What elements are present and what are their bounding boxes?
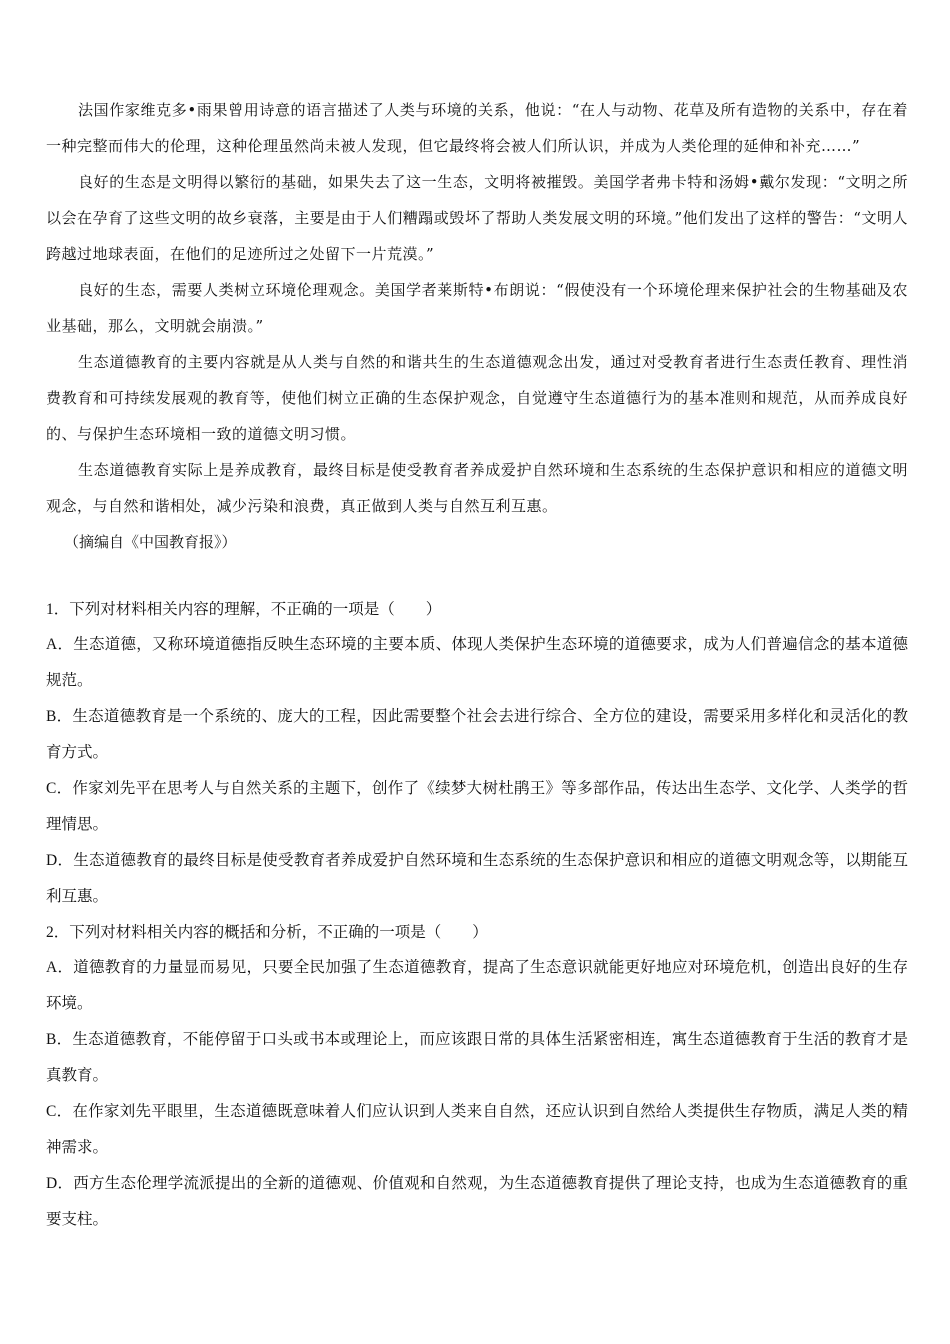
passage-paragraph: 良好的生态是文明得以繁衍的基础，如果失去了这一生态，文明将被摧毁。美国学者弗卡特和汤姆•戴尔发现：“文明之所以会在孕育了这些文明的故乡衰落，主要是由于人们糟蹋或毁坏了帮助人类发展文明的环境。”他们发出了这样的警告：“文明人跨越过地球表面，在他们的足迹所过之处留下一片荒漠。” [46, 173, 908, 263]
passage-paragraph: 生态道德教育的主要内容就是从人类与自然的和谐共生的生态道德观念出发，通过对受教育者进行生态责任教育、理性消费教育和可持续发展观的教育等，使他们树立正确的生态保护观念，自觉遵守生态道德行为的基本准则和规范，从而养成良好的、与保护生态环境相一致的道德文明习惯。 [46, 353, 908, 443]
reading-passage [46, 92, 908, 560]
option-a: A．生态道德，又称环境道德指反映生态环境的主要本质、体现人类保护生态环境的道德要求，成为人们普遍信念的基本道德规范。 [46, 636, 908, 689]
option-c: C．作家刘先平在思考人与自然关系的主题下，创作了《续梦大树杜鹃王》等多部作品，传达出生态学、文化学、人类学的哲理情思。 [46, 780, 908, 833]
passage-paragraph: 良好的生态，需要人类树立环境伦理观念。美国学者莱斯特•布朗说：“假使没有一个环境伦理来保护社会的生物基础及农业基础，那么，文明就会崩溃。” [46, 281, 908, 335]
passage-paragraph: 生态道德教育实际上是养成教育，最终目标是使受教育者养成爱护自然环境和生态系统的生态保护意识和相应的道德文明观念，与自然和谐相处，减少污染和浪费，真正做到人类与自然互利互惠。 [46, 461, 908, 515]
option-d: D．西方生态伦理学流派提出的全新的道德观、价值观和自然观，为生态道德教育提供了理论支持，也成为生态道德教育的重要支柱。 [46, 1175, 908, 1228]
option-b: B．生态道德教育是一个系统的、庞大的工程，因此需要整个社会去进行综合、全方位的建设，需要采用多样化和灵活化的教育方式。 [46, 708, 908, 761]
question-1 [46, 592, 908, 915]
option-c: C．在作家刘先平眼里，生态道德既意味着人们应认识到人类来自自然，还应认识到自然给人类提供生存物质，满足人类的精神需求。 [46, 1103, 908, 1156]
option-d: D．生态道德教育的最终目标是使受教育者养成爱护自然环境和生态系统的生态保护意识和相应的道德文明观念等，以期能互利互惠。 [46, 852, 908, 905]
passage-paragraph: 法国作家维克多•雨果曾用诗意的语言描述了人类与环境的关系，他说：“在人与动物、花草及所有造物的关系中，存在着一种完整而伟大的伦理，这种伦理虽然尚未被人发现，但它最终将会被人们所认识，并成为人类伦理的延伸和补充……” [46, 101, 908, 155]
question-stem: 1．下列对材料相关内容的理解，不正确的一项是（ ） [46, 601, 442, 618]
option-b: B．生态道德教育，不能停留于口头或书本或理论上，而应该跟日常的具体生活紧密相连，寓生态道德教育于生活的教育才是真教育。 [46, 1031, 908, 1084]
question-list [46, 592, 908, 1238]
passage-source: （摘编自《中国教育报》） [64, 533, 237, 551]
option-a: A．道德教育的力量显而易见，只要全民加强了生态道德教育，提高了生态意识就能更好地应对环境危机，创造出良好的生存环境。 [46, 959, 908, 1012]
question-2 [46, 915, 908, 1238]
question-stem: 2．下列对材料相关内容的概括和分析，不正确的一项是（ ） [46, 924, 488, 941]
